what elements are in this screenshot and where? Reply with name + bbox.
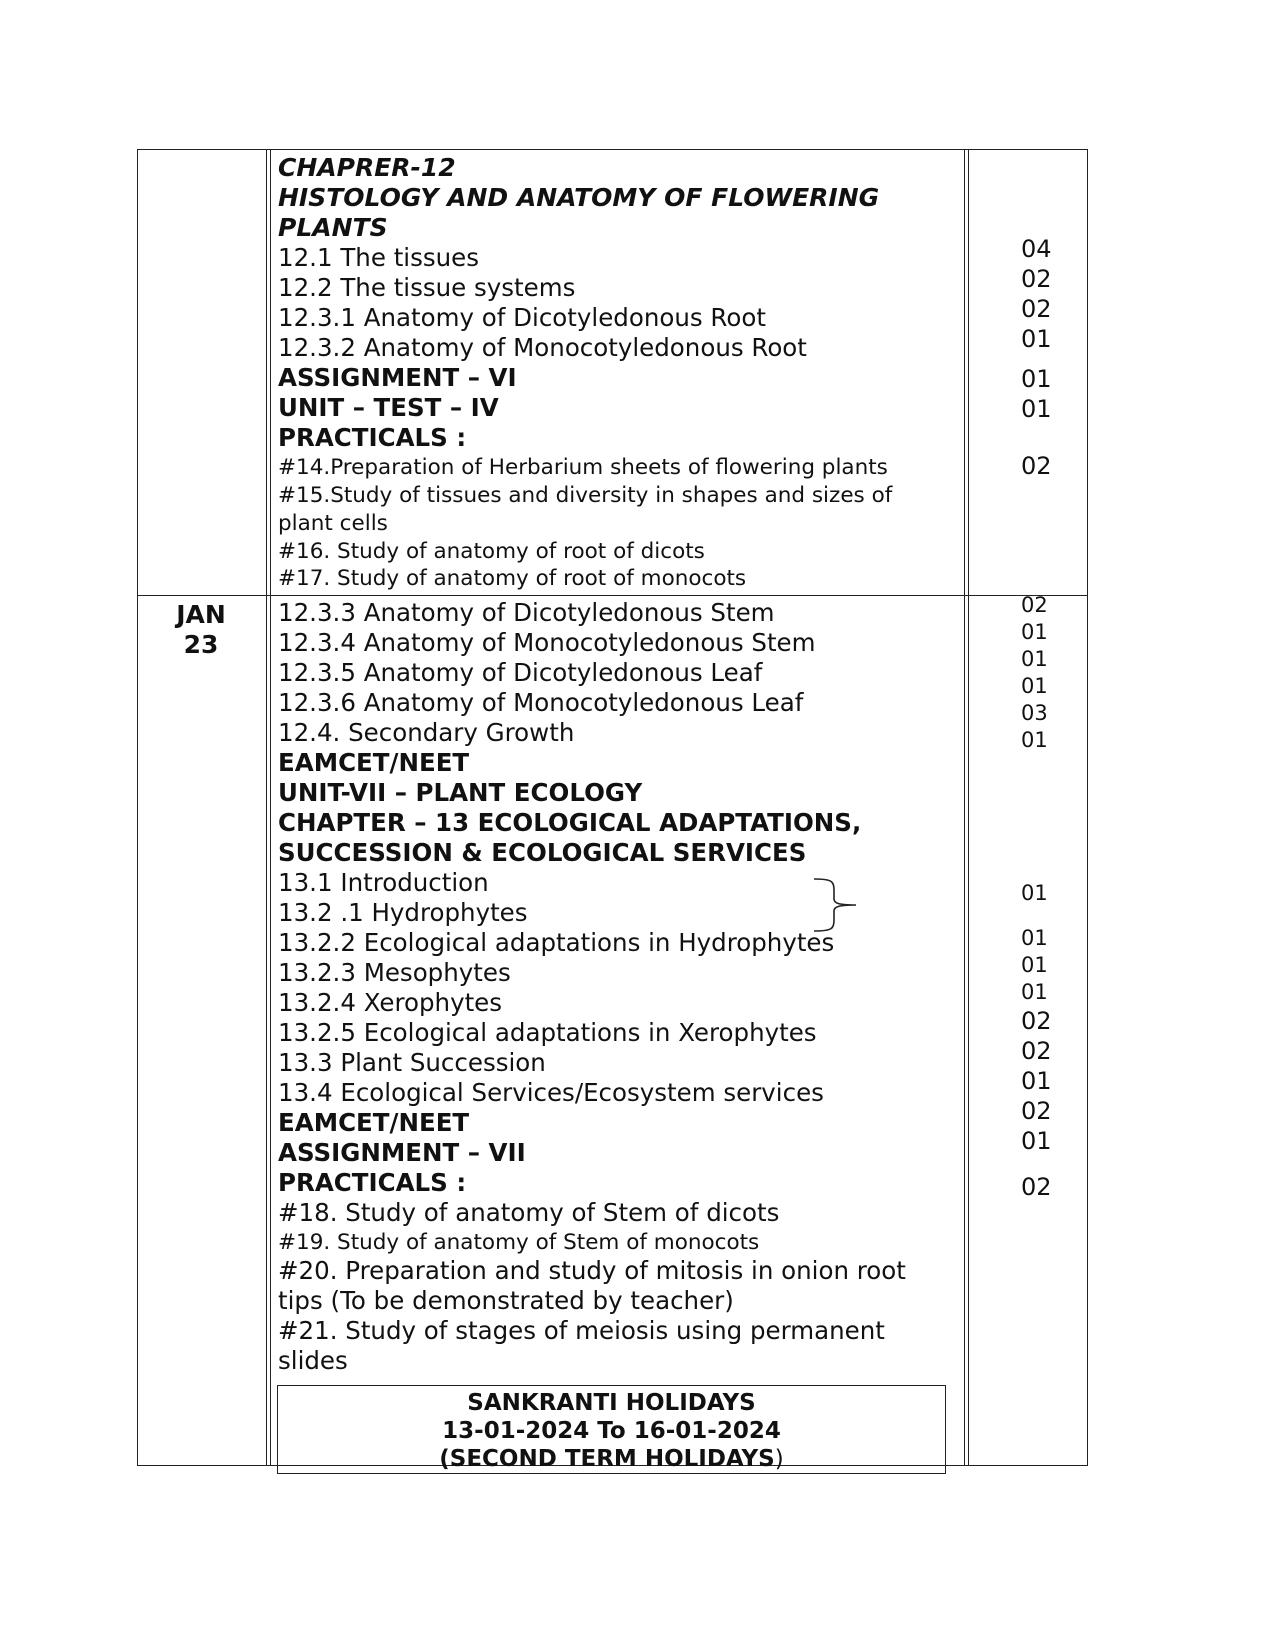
assignment-line: ASSIGNMENT – VII: [278, 1138, 526, 1167]
practical-line: plant cells: [278, 511, 388, 536]
practical-line: #18. Study of anatomy of Stem of dicots: [278, 1198, 780, 1227]
period-count: 01: [1021, 365, 1052, 393]
period-count: 01: [1021, 728, 1048, 752]
period-count: 01: [1021, 674, 1048, 698]
period-count: 01: [1021, 1127, 1052, 1155]
topic-line: 12.4. Secondary Growth: [278, 718, 575, 747]
assignment-line: ASSIGNMENT – VI: [278, 363, 517, 392]
period-count: 02: [1021, 295, 1052, 323]
practical-line: #20. Preparation and study of mitosis in onion root: [278, 1256, 906, 1285]
holiday-term-text: (SECOND TERM HOLIDAYS: [439, 1446, 775, 1472]
column-divider: [266, 149, 267, 1466]
period-count: 02: [1021, 1173, 1052, 1201]
period-count: 01: [1021, 1067, 1052, 1095]
table-border-top: [137, 149, 1088, 150]
period-count: 01: [1021, 325, 1052, 353]
practical-line: #16. Study of anatomy of root of dicots: [278, 539, 705, 564]
topic-line: 13.2.3 Mesophytes: [278, 958, 511, 987]
topic-line: 12.3.5 Anatomy of Dicotyledonous Leaf: [278, 658, 763, 687]
period-count: 01: [1021, 620, 1048, 644]
column-divider: [964, 149, 965, 1466]
period-count: 02: [1021, 452, 1052, 480]
table-border-right: [1087, 149, 1088, 1466]
period-count: 01: [1021, 980, 1048, 1004]
practicals-heading: PRACTICALS :: [278, 423, 467, 452]
week-label: 23: [183, 630, 219, 659]
table-border-left: [137, 149, 138, 1466]
period-count: 01: [1021, 953, 1048, 977]
holiday-term: [278, 1448, 945, 1471]
chapter-heading: CHAPTER – 13 ECOLOGICAL ADAPTATIONS,: [278, 808, 862, 837]
chapter-title-cont: PLANTS: [278, 213, 388, 242]
topic-line: 12.2 The tissue systems: [278, 273, 576, 302]
topic-line: 13.2 .1 Hydrophytes: [278, 898, 528, 927]
column-divider: [968, 149, 969, 1466]
lesson-plan-table: [137, 149, 1088, 1472]
period-count: 01: [1021, 647, 1048, 671]
practical-line: #14.Preparation of Herbarium sheets of flowering plants: [278, 455, 888, 480]
topic-line: 13.2.2 Ecological adaptations in Hydrophytes: [278, 928, 835, 957]
period-count: 04: [1021, 235, 1052, 263]
exam-line: EAMCET/NEET: [278, 1108, 470, 1137]
chapter-heading-cont: SUCCESSION & ECOLOGICAL SERVICES: [278, 838, 807, 867]
practical-line: slides: [278, 1346, 348, 1375]
column-divider: [270, 149, 271, 1466]
practicals-heading: PRACTICALS :: [278, 1168, 467, 1197]
topic-line: 12.3.3 Anatomy of Dicotyledonous Stem: [278, 598, 775, 627]
topic-line: 13.2.4 Xerophytes: [278, 988, 503, 1017]
holiday-dates: 13-01-2024 To 16-01-2024: [442, 1418, 781, 1444]
practical-line: #19. Study of anatomy of Stem of monocots: [278, 1230, 760, 1255]
period-count: 02: [1021, 1007, 1052, 1035]
period-count: 03: [1021, 701, 1048, 725]
topic-line: 13.1 Introduction: [278, 868, 489, 897]
topic-line: 12.3.6 Anatomy of Monocotyledonous Leaf: [278, 688, 804, 717]
row-divider: [137, 595, 1088, 596]
topic-line: 13.4 Ecological Services/Ecosystem services: [278, 1078, 824, 1107]
chapter-title: HISTOLOGY AND ANATOMY OF FLOWERING: [278, 183, 880, 212]
period-count: 01: [1021, 881, 1048, 905]
topic-line: 12.3.4 Anatomy of Monocotyledonous Stem: [278, 628, 816, 657]
unit-test-line: UNIT – TEST – IV: [278, 393, 499, 422]
topic-line: 12.3.2 Anatomy of Monocotyledonous Root: [278, 333, 807, 362]
holiday-term-paren: ): [774, 1446, 784, 1472]
practical-line: tips (To be demonstrated by teacher): [278, 1286, 734, 1315]
period-count: 02: [1021, 593, 1048, 617]
period-count: 02: [1021, 1097, 1052, 1125]
holiday-notice-box: [277, 1385, 946, 1474]
practical-line: #17. Study of anatomy of root of monocots: [278, 566, 747, 591]
period-count: 02: [1021, 1037, 1052, 1065]
topic-line: 12.3.1 Anatomy of Dicotyledonous Root: [278, 303, 766, 332]
exam-line: EAMCET/NEET: [278, 748, 470, 777]
topic-line: 13.2.5 Ecological adaptations in Xerophytes: [278, 1018, 817, 1047]
practical-line: #21. Study of stages of meiosis using permanent: [278, 1316, 885, 1345]
period-count: 02: [1021, 265, 1052, 293]
practical-line: #15.Study of tissues and diversity in shapes and sizes of: [278, 483, 893, 508]
topic-line: 13.3 Plant Succession: [278, 1048, 546, 1077]
grouping-brace-icon: [812, 877, 862, 933]
period-count: 01: [1021, 395, 1052, 423]
topic-line: 12.1 The tissues: [278, 243, 480, 272]
chapter-label: CHAPRER-12: [278, 153, 456, 182]
holiday-title: SANKRANTI HOLIDAYS: [467, 1390, 756, 1416]
period-count: 01: [1021, 926, 1048, 950]
unit-heading: UNIT-VII – PLANT ECOLOGY: [278, 778, 643, 807]
month-label: JAN: [176, 600, 226, 629]
